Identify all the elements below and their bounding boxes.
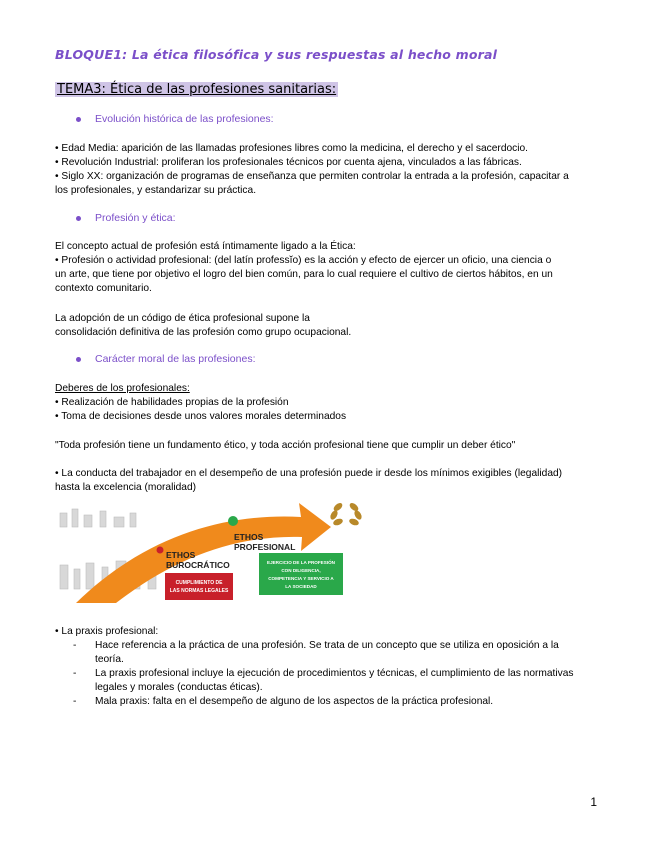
ethos-burocratico-line1: ETHOS (166, 550, 196, 560)
dash-icon: - (73, 640, 77, 651)
bullet-icon (76, 117, 81, 122)
ethos-profesional-line2: PROFESIONAL (234, 542, 296, 552)
tema-heading: TEMA3: Ética de las profesiones sanitarias: (57, 82, 337, 97)
deberes-title: Deberes de los profesionales: (55, 383, 190, 394)
paragraph-line: • Realización de habilidades propias de la profesión (55, 397, 289, 408)
paragraph-line: contexto comunitario. (55, 283, 152, 294)
paragraph-line: • Edad Media: aparición de las llamadas profesiones libres como la medicina, el derecho y el sacerdocio. (55, 143, 529, 154)
paragraph-line: • Siglo XX: organización de programas de enseñanza que permiten controlar la entrada a la profesión, capacitar a (55, 171, 569, 182)
paragraph-line: • La conducta del trabajador en el desempeño de una profesión puede ir desde los mínimos exigibles (legalidad) (55, 468, 563, 479)
ethos-figure (56, 495, 369, 606)
praxis-item-text: Hace referencia a la práctica de una profesión. Se trata de un concepto que se utiliza en oposición a la (95, 640, 559, 651)
red-box-line2: LAS NORMAS LEGALES (169, 588, 229, 594)
dash-icon: - (73, 668, 77, 679)
section-title-text: Evolución histórica de las profesiones: (95, 113, 274, 125)
praxis-item (73, 639, 559, 653)
paragraph-line: El concepto actual de profesión está íntimamente ligado a la Ética: (55, 241, 356, 252)
ethos-profesional-line1: ETHOS (234, 532, 264, 542)
section-title-caracter-moral (76, 353, 256, 365)
ethos-burocratico-line2: BUROCRÁTICO (166, 560, 230, 570)
praxis-title: • La praxis profesional: (55, 626, 159, 637)
paragraph-line: los profesionales, y estandarizar su práctica. (55, 185, 257, 196)
green-box-line4: LA SOCIEDAD (285, 584, 317, 589)
dash-icon: - (73, 696, 77, 707)
praxis-item-text: Mala praxis: falta en el desempeño de alguno de los aspectos de la práctica profesional. (95, 696, 494, 707)
paragraph-line: • Toma de decisiones desde unos valores morales determinados (55, 411, 347, 422)
praxis-item (73, 667, 574, 681)
green-box-line2: CON DILIGENCIA, (281, 568, 321, 573)
bloque-heading: BLOQUE1: La ética filosófica y sus respuestas al hecho moral (55, 47, 498, 62)
bullet-icon (76, 216, 81, 221)
green-box-line1: EJERCICIO DE LA PROFESIÓN (267, 560, 335, 565)
paragraph-line: hasta la excelencia (moralidad) (55, 482, 196, 493)
paragraph-line: consolidación definitiva de las profesión como grupo ocupacional. (55, 327, 352, 338)
paragraph-line: • Profesión o actividad profesional: (del latín professĭo) es la acción y efecto de ejercer un oficio, una ciencia o (55, 255, 552, 266)
paragraph-line: un arte, que tiene por objetivo el logro del bien común, para lo cual requiere el cultivo de ciertos hábitos, en un (55, 269, 553, 280)
praxis-item-cont: teoría. (95, 654, 124, 665)
praxis-item-cont: legales y morales (conductas éticas). (95, 682, 263, 693)
page-number: 1 (590, 795, 597, 809)
section-title-text: Carácter moral de las profesiones: (95, 353, 256, 365)
praxis-item-text: La praxis profesional incluye la ejecución de procedimientos y técnicas, el cumplimiento de las normativas (95, 668, 574, 679)
green-box-line3: COMPETENCIA Y SERVICIO A (268, 576, 334, 581)
green-dot-icon (228, 516, 238, 526)
section-title-evolucion (76, 113, 274, 125)
quote-line: "Toda profesión tiene un fundamento ético, y toda acción profesional tiene que cumplir un deber ético" (55, 440, 516, 451)
paragraph-line: La adopción de un código de ética profesional supone la (55, 313, 310, 324)
paragraph-line: • Revolución Industrial: proliferan los profesionales técnicos por cuenta ajena, vinculados a las fábricas. (55, 157, 522, 168)
red-box-line1: CUMPLIMIENTO DE (175, 580, 223, 586)
praxis-item (73, 695, 493, 709)
red-dot-icon (157, 547, 164, 554)
section-title-text: Profesión y ética: (95, 212, 176, 224)
section-title-profesion-etica (76, 212, 176, 224)
red-box (165, 573, 233, 600)
bullet-icon (76, 357, 81, 362)
